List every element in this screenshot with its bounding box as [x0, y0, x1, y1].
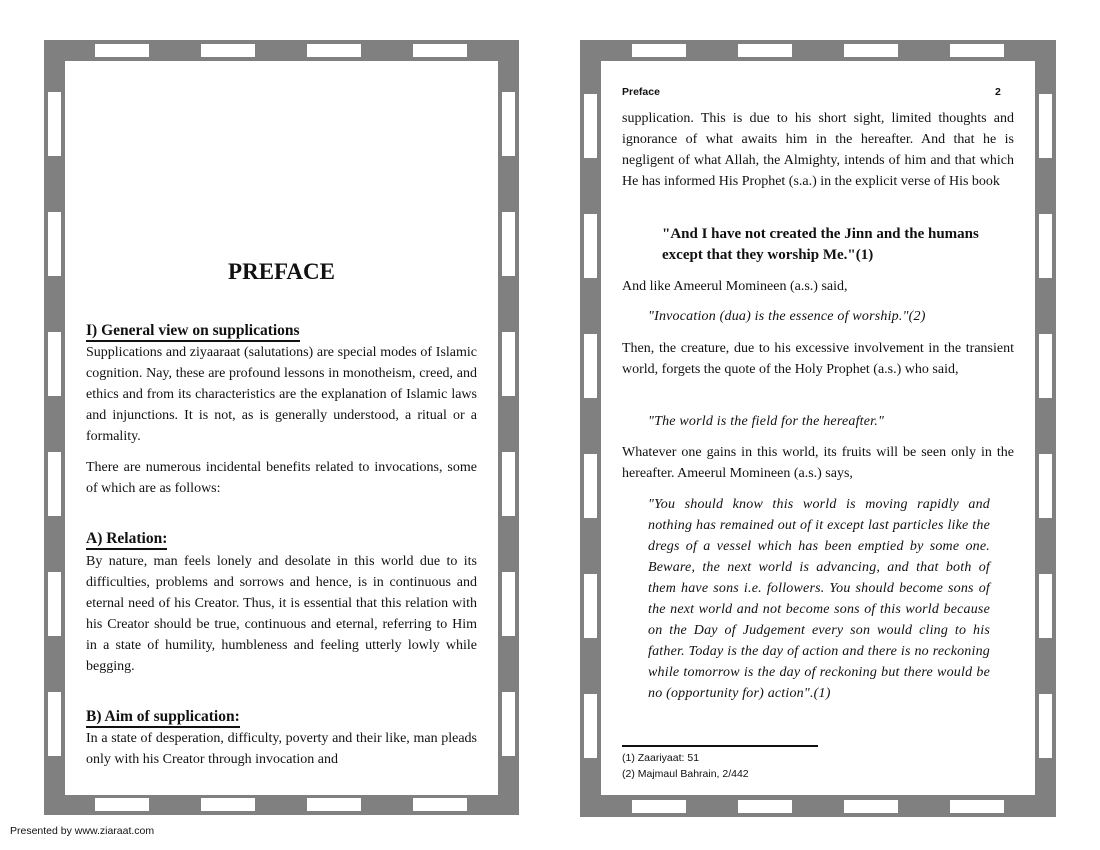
frame-segment: [1039, 694, 1052, 758]
page-number: 2: [995, 86, 1001, 98]
frame-segment: [738, 800, 792, 813]
frame-segment: [1039, 454, 1052, 518]
frame-segment: [48, 212, 61, 276]
quote-invocation: "Invocation (dua) is the essence of worship."(2): [648, 309, 926, 324]
frame-segment: [502, 692, 515, 756]
paragraph: Supplications and ziyaaraat (salutations) are special modes of Islamic cognition. Nay, these are profound lessons in monotheism, creed, and ethics and from its characteristics are the explanation of Islamic laws and injunctions. It is not, as is generally understood, a ritual or a formality.: [86, 345, 477, 444]
frame-segment: [502, 572, 515, 636]
left-page-content: [65, 61, 498, 795]
frame-segment: [950, 800, 1004, 813]
frame-segment: [584, 214, 597, 278]
section-heading-general-view: [86, 321, 300, 342]
footnote: (1) Zaariyaat: 51: [622, 752, 700, 764]
frame-segment: [584, 694, 597, 758]
frame-segment: [48, 92, 61, 156]
quote-ameerul-momineen: "You should know this world is moving rapidly and nothing has remained out of it except last particles like the dregs of a vessel which has been emptied by some one. Beware, the next world is advancing, and that both of them have sons i.e. followers. You should become sons of the next world and not become sons of this world because on the Day of Judgement every son would cling to his father. Today is the day of action and there is no reckoning while tomorrow is the day of reckoning but there would be no (opportunity for) action".(1): [648, 497, 990, 701]
frame-segment: [584, 454, 597, 518]
heading-text: A) Relation:: [86, 529, 167, 550]
frame-segment: [502, 212, 515, 276]
frame-segment: [502, 92, 515, 156]
heading-text: I) General view on supplications: [86, 321, 300, 342]
page-title: PREFACE: [228, 259, 335, 284]
frame-segment: [201, 44, 255, 57]
frame-segment: [844, 44, 898, 57]
quote-verse: "And I have not created the Jinn and the humans except that they worship Me."(1): [662, 226, 979, 263]
frame-segment: [950, 44, 1004, 57]
paragraph: supplication. This is due to his short sight, limited thoughts and ignorance of what awaits him in the hereafter. And that he is negligent of what Allah, the Almighty, intends of him and that which He has informed His Prophet (s.a.) in the explicit verse of His book: [622, 111, 1014, 189]
frame-segment: [307, 798, 361, 811]
frame-segment: [48, 332, 61, 396]
frame-segment: [1039, 574, 1052, 638]
frame-segment: [584, 574, 597, 638]
paragraph: Then, the creature, due to his excessive involvement in the transient world, forgets the quote of the Holy Prophet (a.s.) who said,: [622, 341, 1014, 377]
footnote-divider: [622, 745, 818, 747]
frame-segment: [48, 572, 61, 636]
frame-segment: [844, 800, 898, 813]
frame-segment: [584, 334, 597, 398]
frame-segment: [502, 452, 515, 516]
frame-segment: [201, 798, 255, 811]
paragraph: In a state of desperation, difficulty, poverty and their like, man pleads only with his Creator through invocation and: [86, 731, 477, 767]
frame-segment: [738, 44, 792, 57]
footer-credit: Presented by www.ziaraat.com: [10, 825, 155, 837]
paragraph: There are numerous incidental benefits related to invocations, some of which are as follows:: [86, 460, 477, 496]
frame-segment: [1039, 334, 1052, 398]
paragraph: By nature, man feels lonely and desolate in this world due to its difficulties, problems and sorrows and hence, is in continuous and eternal need of his Creator. Thus, it is essential that this relation with his Creator should be true, continuous and eternal, referring to Him in a state of humility, humbleness and feeling utterly lowly while begging.: [86, 554, 477, 674]
frame-segment: [1039, 94, 1052, 158]
heading-text: B) Aim of supplication:: [86, 707, 240, 728]
frame-segment: [632, 800, 686, 813]
frame-segment: [307, 44, 361, 57]
left-page-frame: [44, 40, 519, 815]
running-title: Preface: [622, 86, 660, 98]
section-heading-relation: [86, 529, 167, 550]
quote-world-field: "The world is the field for the hereafter.": [648, 414, 885, 429]
frame-segment: [502, 332, 515, 396]
frame-segment: [95, 44, 149, 57]
frame-segment: [48, 692, 61, 756]
right-page-content: [601, 61, 1035, 795]
frame-segment: [1039, 214, 1052, 278]
frame-segment: [413, 798, 467, 811]
paragraph: And like Ameerul Momineen (a.s.) said,: [622, 279, 848, 294]
frame-segment: [584, 94, 597, 158]
frame-segment: [48, 452, 61, 516]
section-heading-aim: [86, 707, 240, 728]
frame-segment: [95, 798, 149, 811]
right-page-frame: [580, 40, 1056, 817]
frame-segment: [632, 44, 686, 57]
frame-segment: [413, 44, 467, 57]
paragraph: Whatever one gains in this world, its fruits will be seen only in the hereafter. Ameerul Momineen (a.s.) says,: [622, 445, 1014, 481]
footnote: (2) Majmaul Bahrain, 2/442: [622, 768, 749, 780]
